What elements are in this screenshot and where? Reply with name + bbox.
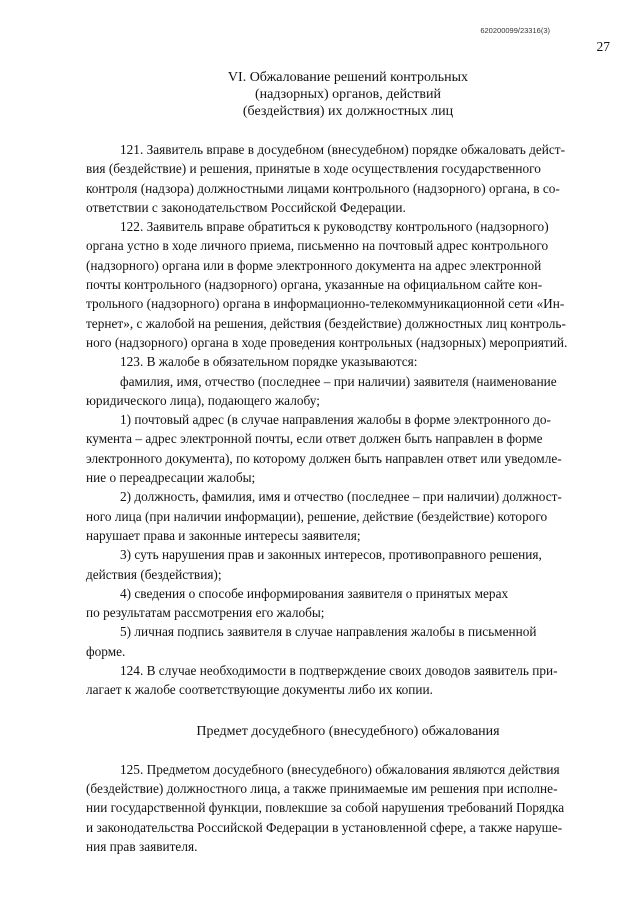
list-item-applicant-name: фамилия, имя, отчество (последнее – при наличии) заявителя (наименование юридического лица), подающего жалобу; <box>86 373 557 408</box>
section-title-line: VI. Обжалование решений контрольных <box>227 70 469 85</box>
list-item-5: 5) личная подпись заявителя в случае направления жалобы в письменной форме. <box>86 624 537 659</box>
paragraph-125: 125. Предметом досудебного (внесудебного) обжалования являются действия (бездействие) должностного лица, а также принимаемые им решения при исполне- нии государственной функции, повлекшие за собой нарушения требований Порядка и законодательства Российской Федерации в установленной сфере, а также наруше- ния прав заявителя. <box>86 761 565 854</box>
paragraph-123: 123. В жалобе в обязательном порядке указываются: <box>120 354 418 370</box>
paragraph-122: 122. Заявитель вправе обратиться к руководству контрольного (надзорного) органа устно в ходе личного приема, письменно на почтовый адрес контрольного (надзорного) органа или в форме электронного документа на адрес электронной почты контрольного (надзорного) органа, указанные на официальном сайте кон- трольного (надзорного) органа в информационно-телекоммуникационной сети «Ин- тернет», с жалобой на решения, действия (бездействие) должностных лиц контроль- ного (надзорного) органа в ходе проведения контрольных (надзорных) мероприятий. <box>86 219 568 350</box>
section-title-line: (бездействия) их должностных лиц <box>242 104 454 119</box>
list-item-4: 4) сведения о способе информирования заявителя о принятых мерах по результатам рассмотрения его жалобы; <box>86 585 509 621</box>
page-number: 27 <box>596 39 610 54</box>
paragraph-121: 121. Заявитель вправе в досудебном (внесудебном) порядке обжаловать дейст- вия (бездействие) и решения, принятые в ходе осуществления государственного контроля (надзора) должностными лицами контрольного (надзорного) органа, в со- ответствии с законодательством Российской Федерации. <box>86 142 566 215</box>
list-item-1: 1) почтовый адрес (в случае направления жалобы в форме электронного до- кумента – адрес электронной почты, если ответ должен быть направлен в форме электронного документа), по которому должен быть направлен ответ или уведомле- ние о переадресации жалобы; <box>86 412 562 486</box>
subsection-title: Предмет досудебного (внесудебного) обжалования <box>196 723 500 739</box>
document-code: 620200099/23316(3) <box>480 26 550 35</box>
paragraph-124: 124. В случае необходимости в подтверждение своих доводов заявитель при- лагает к жалобе соответствующие документы либо их копии. <box>86 663 558 698</box>
document-body <box>86 0 610 856</box>
section-title <box>86 69 610 120</box>
section-title-line: (надзорных) органов, действий <box>255 87 441 102</box>
list-item-3: 3) суть нарушения прав и законных интересов, противоправного решения, действия (бездействия); <box>86 547 542 582</box>
list-item-2: 2) должность, фамилия, имя и отчество (последнее – при наличии) должност- ного лица (при наличии информации), решение, действие (бездействие) которого нарушает права и законные интересы заявителя; <box>86 489 562 543</box>
